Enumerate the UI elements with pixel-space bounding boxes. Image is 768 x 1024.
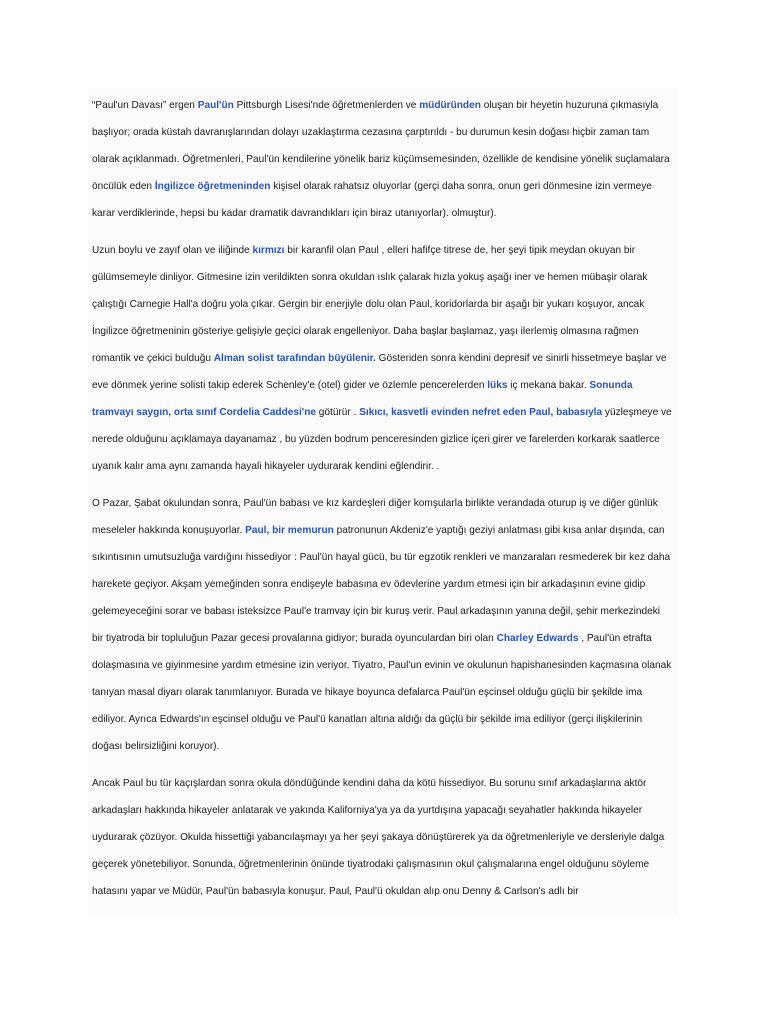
text-run: O Pazar, Şabat okulundan sonra, Paul'ün babası ve kız kardeşleri diğer komşularla birlikte verandada oturup iş ve diğer günlük meseleler hakkında konuşuyorlar. xyxy=(92,498,658,536)
inline-link[interactable]: müdüründen xyxy=(419,100,481,111)
inline-link[interactable]: İngilizce öğretmeninden xyxy=(154,181,271,192)
text-run: Pittsburgh Lisesi'nde öğretmenlerden ve xyxy=(233,100,420,111)
article-body xyxy=(88,88,678,915)
text-run: “Paul'un Davası” ergen xyxy=(92,100,198,111)
inline-link[interactable]: Sıkıcı, kasvetli evinden nefret eden Paul, babasıyla xyxy=(359,407,603,418)
inline-link[interactable]: Paul'ün xyxy=(197,100,234,111)
text-run: götürür . xyxy=(315,407,360,418)
inline-link[interactable]: Paul, bir memurun xyxy=(245,525,334,536)
paragraph xyxy=(92,92,674,227)
inline-link[interactable]: lüks xyxy=(487,380,508,391)
text-run: yüzleşmeye ve nerede olduğunu açıklamaya dayanamaz , bu yüzden bodrum penceresinden gizlice içeri girer ve farelerden korkarak saatlerce uyanık kalır ama aynı zamanda hayali hikayeler uydurarak kendini eğlendirir. . xyxy=(92,407,672,472)
text-run: oluşan bir heyetin huzuruna çıkmasıyla başlıyor; orada küstah davranışlarından dolayı uzaklaştırma cezasına çarptırıldı - bu durumun kesin doğası hiçbir zaman tam olarak açıklanmadı. Öğretmenleri, Paul'ün kendilerine yönelik bariz küçümsemesinden, özellikle de kendisine yönelik suçlamalara öncülük eden xyxy=(92,100,670,192)
text-run: bir karanfil olan Paul , elleri hafifçe titrese de, her şeyi tipik meydan okuyan bir gülümsemeyle dinliyor. Gitmesine izin verildikten sonra okuldan ıslık çalarak hızla yokuş aşağı iner ve hemen mübaşir olarak çalıştığı Carnegie Hall'a doğru yola çıkar. Gergin bir enerjiyle dolu olan Paul, koridorlarda bir aşağı bir yukarı koşuyor, ancak İngilizce öğretmeninin gösteriye gelişiyle geçici olarak engelleniyor. Daha başlar başlamaz, yaşı ilerlemiş olmasına rağmen romantik ve çekici bulduğu xyxy=(92,245,648,364)
text-run: Gösteriden sonra kendini depresif ve sinirli hissetmeye başlar ve eve dönmek yerine solisti takip ederek Schenley'e (otel) gider ve özlemle pencerelerden xyxy=(92,353,667,391)
inline-link[interactable]: Alman solist tarafından büyülenir. xyxy=(213,353,376,364)
inline-link[interactable]: kırmızı xyxy=(252,245,285,256)
paragraph xyxy=(92,237,674,480)
paragraph xyxy=(92,770,674,905)
inline-link[interactable]: Sonunda tramvayı saygın, orta sınıf Cordelia Caddesi'ne xyxy=(92,380,633,418)
text-run: Ancak Paul bu tür kaçışlardan sonra okula döndüğünde kendini daha da kötü hissediyor. Bu sorunu sınıf arkadaşlarına aktör arkadaşları hakkında hikayeler anlatarak ve yakında Kaliforniya'ya ya da yurtdışına yapacağı seyahatler hakkında hikayeler uydurarak çözüyor. Okulda hissettiği yabancılaşmayı ya her şeyi şakaya dönüştürerek ya da öğretmenleriyle ve dersleriyle dalga geçerek yönetebiliyor. Sonunda, öğretmenlerinin önünde tiyatrodaki çalışmasının okul çalışmalarına engel olduğunu söyleme hatasını yapar ve Müdür, Paul'ün babasıyla konuşur. Paul, Paul'ü okuldan alıp onu Denny & Carlson's adlı bir xyxy=(92,778,665,897)
text-run: , Paul'ün etrafta dolaşmasına ve giyinmesine yardım etmesine izin veriyor. Tiyatro, Paul'un evinin ve okulunun hapishanesinden kaçmasına olanak tanıyan masal diyarı olarak tanımlanıyor. Burada ve hikaye boyunca defalarca Paul'ün eşcinsel olduğu güçlü bir şekilde ima ediliyor. Ayrıca Edwards'ın eşcinsel olduğu ve Paul'ü kanatları altına aldığı da güçlü bir şekilde ima ediliyor (gerçi ilişkilerinin doğası belirsizliğini koruyor). xyxy=(92,633,672,752)
inline-link[interactable]: Charley Edwards xyxy=(496,633,579,644)
text-run: kişisel olarak rahatsız oluyorlar (gerçi daha sonra, onun geri dönmesine izin vermeye karar verdiklerinde, hepsi bu kadar dramatik davrandıkları için biraz utanıyorlar). olmuştur). xyxy=(92,181,652,219)
text-run: iç mekana bakar. xyxy=(507,380,590,391)
text-run: patronunun Akdeniz'e yaptığı geziyi anlatması gibi kısa anlar dışında, can sıkıntısının umutsuzluğa vardığını hissediyor : Paul'ün hayal gücü, bu tür egzotik renkleri ve manzaraları resmederek bir kez daha harekete geçiyor. Akşam yemeğinden sonra endişeyle babasına ev ödevlerine yardım etmesi için bir arkadaşının evine gidip gelemeyeceğini sorar ve babası isteksizce Paul'e tramvay için bir kuruş verir. Paul arkadaşının yanına değil, şehir merkezindeki bir tiyatroda bir topluluğun Pazar gecesi provalarına gidiyor; burada oyunculardan biri olan xyxy=(92,525,671,644)
paragraph xyxy=(92,490,674,760)
text-run: Uzun boylu ve zayıf olan ve iliğinde xyxy=(92,245,253,256)
